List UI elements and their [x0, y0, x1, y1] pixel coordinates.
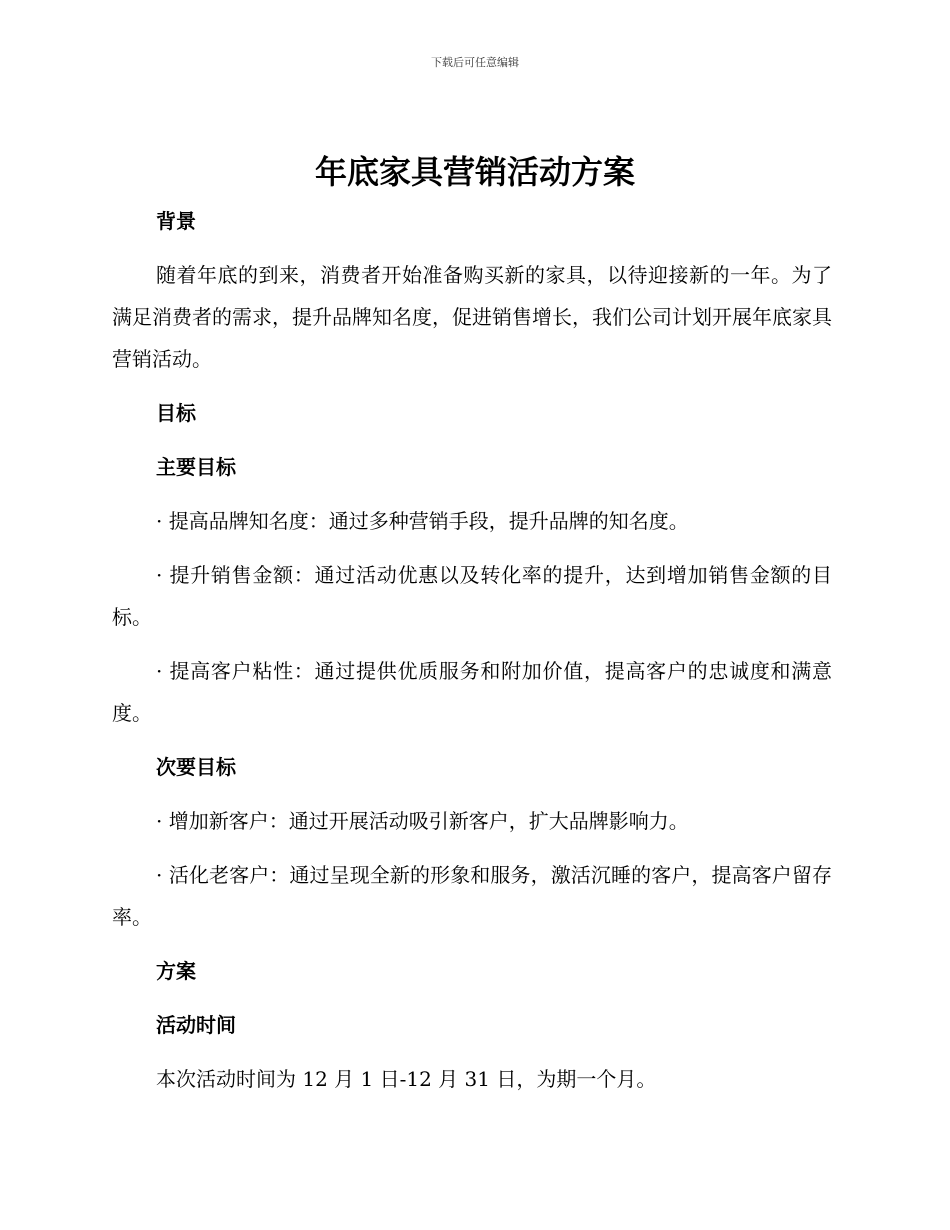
bullet-sales-amount: · 提升销售金额：通过活动优惠以及转化率的提升，达到增加销售金额的目标。 [112, 563, 832, 629]
document-body [112, 200, 832, 1112]
subheading-activity-time: 活动时间 [156, 1013, 236, 1037]
section-heading-goals: 目标 [156, 401, 196, 425]
section-heading-background: 背景 [156, 209, 196, 233]
paragraph-background: 随着年底的到来，消费者开始准备购买新的家具，以待迎接新的一年。为了满足消费者的需求，提升品牌知名度，促进销售增长，我们公司计划开展年底家具营销活动。 [112, 263, 832, 371]
bullet-customer-loyalty: · 提高客户粘性：通过提供优质服务和附加价值，提高客户的忠诚度和满意度。 [112, 659, 832, 725]
section-heading-plan: 方案 [156, 959, 196, 983]
bullet-reactivate-customers: · 活化老客户：通过呈现全新的形象和服务，激活沉睡的客户，提高客户留存率。 [112, 863, 832, 929]
subheading-primary-goals: 主要目标 [156, 455, 236, 479]
bullet-new-customers: · 增加新客户：通过开展活动吸引新客户，扩大品牌影响力。 [156, 809, 689, 833]
bullet-brand-awareness: · 提高品牌知名度：通过多种营销手段，提升品牌的知名度。 [156, 509, 689, 533]
subheading-secondary-goals: 次要目标 [156, 755, 236, 779]
paragraph-activity-time: 本次活动时间为 12 月 1 日-12 月 31 日，为期一个月。 [156, 1067, 657, 1091]
document-title: 年底家具营销活动方案 [314, 153, 635, 191]
header-note: 下载后可任意编辑 [431, 56, 519, 69]
